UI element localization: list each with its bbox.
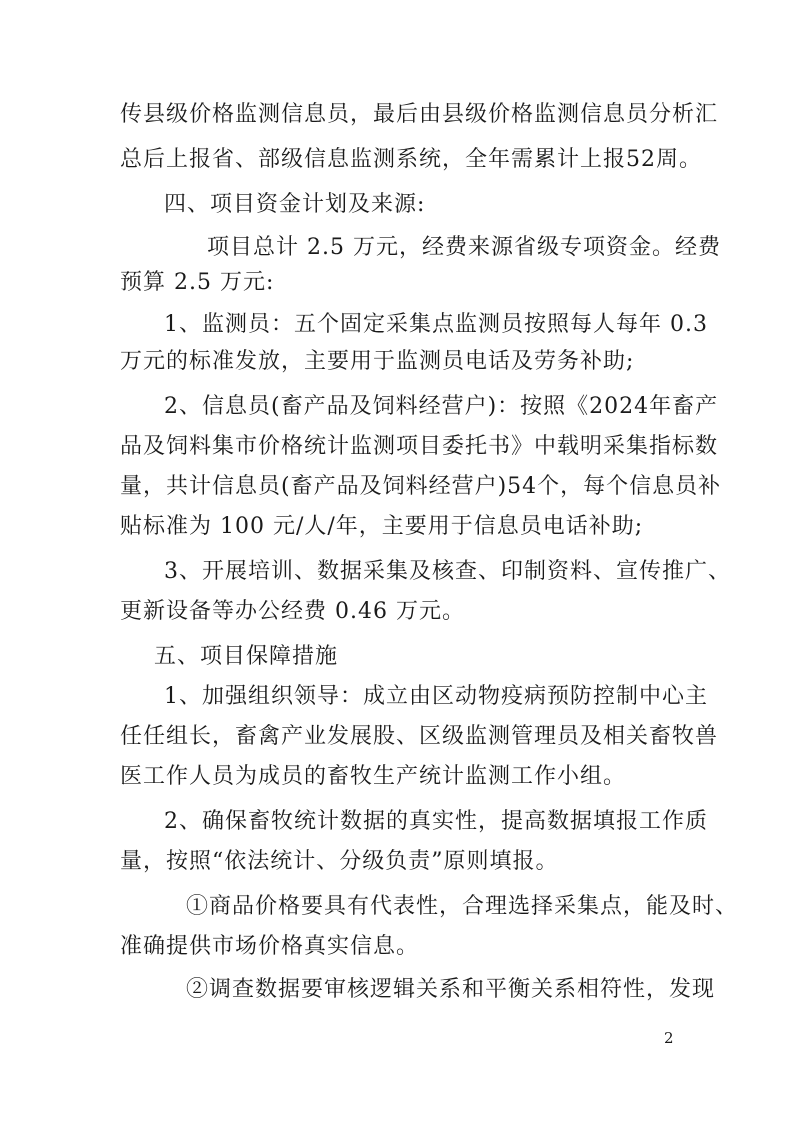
list-item-line: 量，按照“依法统计、分级负责”原则填报。 — [120, 849, 559, 874]
list-item-line: 1、监测员：五个固定采集点监测员按照每人每年 0.3 — [164, 312, 708, 337]
section-heading: 五、项目保障措施 — [154, 644, 339, 669]
list-item-line: 品及饲料集市价格统计监测项目委托书》中载明采集指标数 — [120, 434, 719, 459]
sub-item-line: 准确提供市场价格真实信息。 — [120, 934, 420, 959]
list-item-line: 万元的标准发放，主要用于监测员电话及劳务补助; — [120, 349, 635, 374]
sub-item-line: ②调查数据要审核逻辑关系和平衡关系相符性，发现 — [186, 977, 716, 1002]
list-item-line: 3、开展培训、数据采集及核查、印制资料、宣传推广、 — [164, 559, 731, 584]
sub-item-line: ①商品价格要具有代表性，合理选择采集点，能及时、 — [186, 894, 739, 919]
list-item-line: 1、加强组织领导：成立由区动物疫病预防控制中心主 — [164, 684, 708, 709]
body-text-line: 总后上报省、部级信息监测系统，全年需累计上报52周。 — [120, 147, 702, 172]
list-item-line: 2、确保畜牧统计数据的真实性，提高数据填报工作质 — [164, 809, 708, 834]
list-item-line: 2、信息员(畜产品及饲料经营户)：按照《2024年畜产 — [164, 394, 719, 419]
list-item-line: 量，共计信息员(畜产品及饲料经营户)54个，每个信息员补 — [120, 474, 722, 499]
list-item-line: 贴标准为 100 元/人/年，主要用于信息员电话补助; — [120, 514, 644, 539]
body-text-line: 预算 2.5 万元: — [120, 270, 275, 295]
list-item-line: 更新设备等办公经费 0.46 万元。 — [120, 599, 465, 624]
body-text-line: 项目总计 2.5 万元，经费来源省级专项资金。经费 — [207, 235, 721, 260]
list-item-line: 任任组长，畜禽产业发展股、区级监测管理员及相关畜牧兽 — [120, 724, 719, 749]
body-text-line: 传县级价格监测信息员，最后由县级价格监测信息员分析汇 — [120, 102, 719, 127]
section-heading: 四、项目资金计划及来源: — [164, 192, 426, 217]
page-number: 2 — [664, 1029, 674, 1047]
list-item-line: 医工作人员为成员的畜牧生产统计监测工作小组。 — [120, 764, 627, 789]
